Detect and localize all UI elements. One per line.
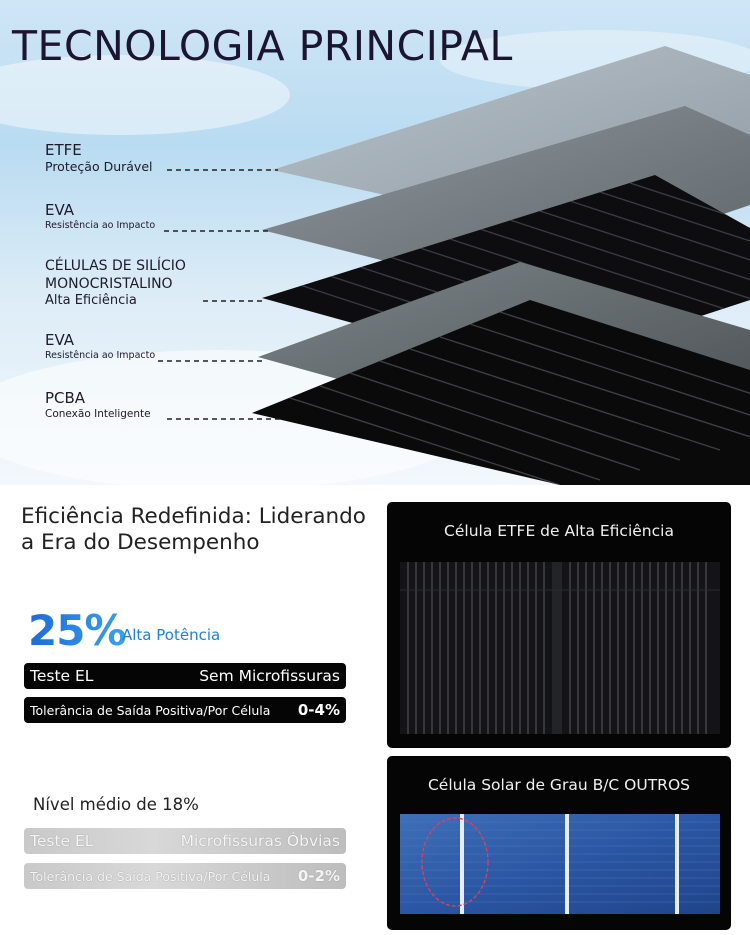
- el-test-label: Teste EL: [30, 832, 94, 850]
- layer-name-line1: CÉLULAS DE SILÍCIO: [45, 258, 186, 274]
- section-title: [21, 504, 381, 556]
- tolerance-value: 0-4%: [297, 701, 340, 719]
- layer-name: EVA: [45, 201, 75, 219]
- el-test-label: Teste EL: [30, 667, 94, 685]
- tolerance-value: 0-2%: [297, 867, 340, 885]
- layer-label-cells: [45, 257, 186, 309]
- panel-title: Célula Solar de Grau B/C OUTROS: [427, 776, 690, 794]
- efficiency-label: Alta Potência: [122, 626, 221, 644]
- layer-name: ETFE: [45, 141, 82, 159]
- el-test-bar-ours: [24, 663, 346, 689]
- layer-label-eva-top: [45, 201, 155, 233]
- cell-image-panel-others: [387, 756, 731, 930]
- bc-grade-cell-image: [400, 814, 720, 914]
- el-test-result: Sem Microfissuras: [199, 667, 340, 685]
- efficiency-percent: 25%: [28, 606, 126, 655]
- tolerance-label: Tolerância de Saída Positiva/Por Célula: [30, 868, 271, 884]
- layer-name: EVA: [45, 331, 75, 349]
- section-title-line2: a Era do Desempenho: [21, 530, 260, 555]
- tolerance-bar-ours: [24, 697, 346, 723]
- cell-image-panel-ours: [387, 502, 731, 748]
- others-efficiency-level: Nível médio de 18%: [33, 795, 199, 814]
- layer-desc: Conexão Inteligente: [45, 408, 151, 420]
- layer-desc: Proteção Durável: [45, 159, 153, 174]
- etfe-cell-image: [400, 562, 720, 734]
- layer-name-line2: MONOCRISTALINO: [45, 276, 173, 292]
- layer-desc: Resistência ao Impacto: [45, 220, 156, 231]
- layer-label-etfe: [45, 141, 152, 175]
- section-title-line1: Eficiência Redefinida: Liderando: [21, 504, 366, 529]
- layer-label-pcba: [45, 389, 151, 421]
- layer-label-eva-bottom: [45, 331, 155, 363]
- el-test-bar-others: [24, 828, 346, 854]
- el-test-result: Microfissuras Óbvias: [180, 832, 340, 850]
- page-title: TECNOLOGIA PRINCIPAL: [12, 22, 513, 70]
- tolerance-label: Tolerância de Saída Positiva/Por Célula: [30, 702, 271, 718]
- layer-desc: Resistência ao Impacto: [45, 350, 156, 361]
- layer-desc: Alta Eficiência: [45, 293, 137, 308]
- layer-name: PCBA: [45, 389, 86, 407]
- tolerance-bar-others: [24, 863, 346, 889]
- panel-title: Célula ETFE de Alta Eficiência: [444, 522, 674, 540]
